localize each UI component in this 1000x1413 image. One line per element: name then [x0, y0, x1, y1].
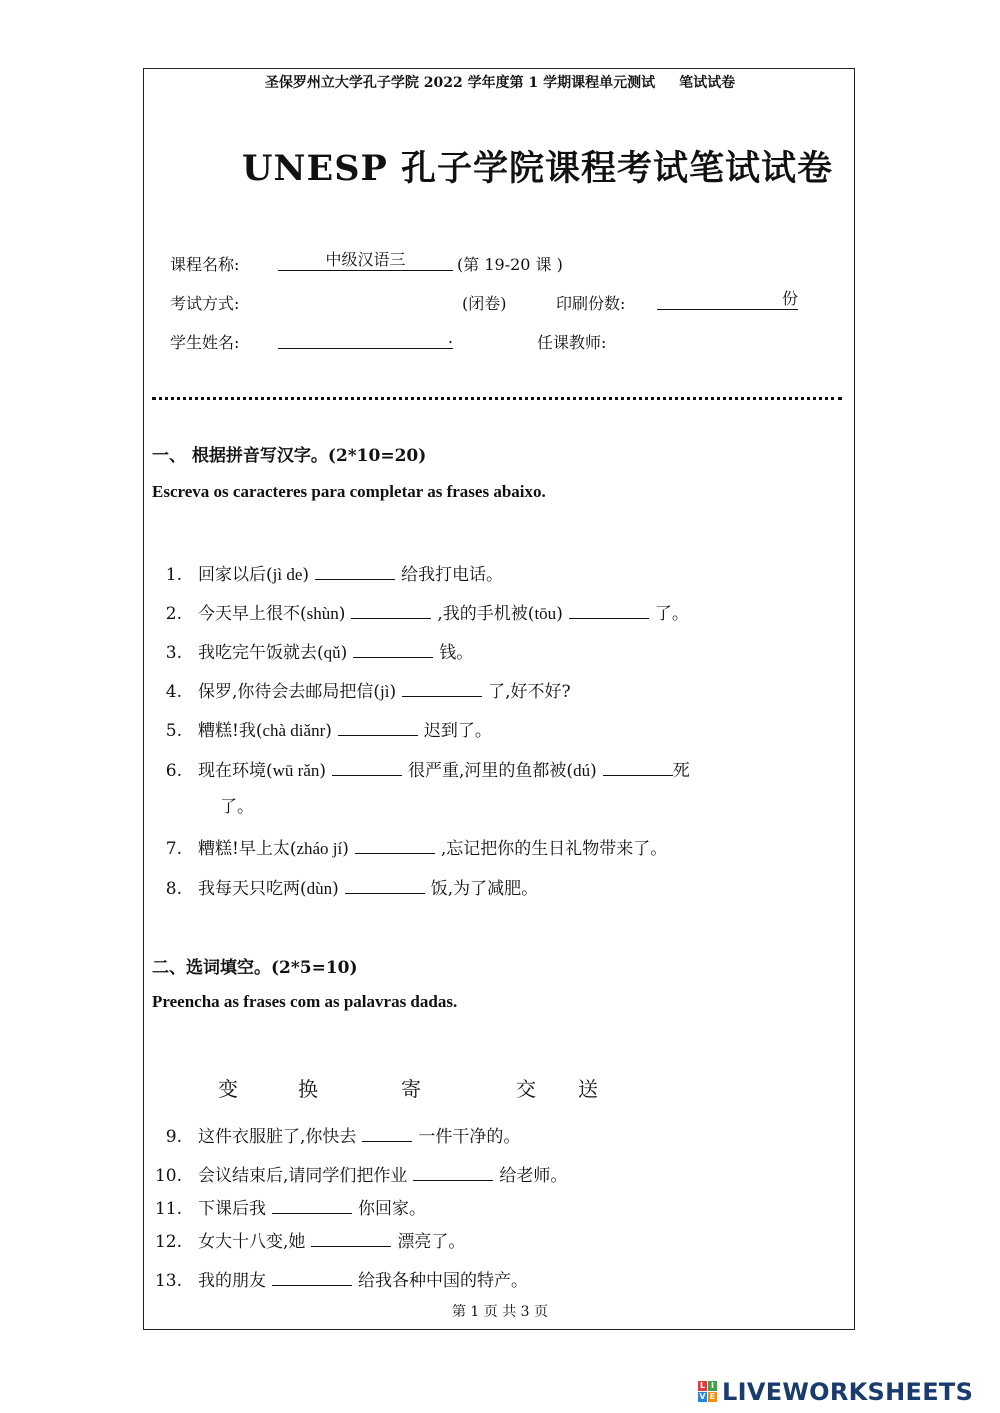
answer-blank[interactable] [332, 757, 402, 776]
answer-blank[interactable] [413, 1162, 493, 1181]
section1-subtitle: Escreva os caracteres para completar as frases abaixo. [152, 482, 546, 501]
word-bank-item: 交 [516, 1077, 536, 1101]
answer-blank[interactable] [355, 835, 435, 854]
question-number: 1. [165, 565, 182, 585]
word-bank-item: 变 [218, 1077, 238, 1101]
question-8: 8. 我每天只吃两(dùn) 饭,为了减肥。 [152, 875, 538, 900]
answer-blank[interactable] [603, 757, 673, 776]
question-number: 2. [165, 604, 182, 624]
question-number: 9. [165, 1127, 182, 1147]
student-name-field[interactable] [278, 328, 453, 349]
question-number: 6. [165, 761, 182, 781]
lessons-range: (第 19-20 课 ) [457, 255, 563, 274]
question-number: 10. [154, 1166, 182, 1186]
closed-book-label: (闭卷) [462, 294, 507, 313]
answer-blank[interactable] [351, 600, 431, 619]
course-name-field[interactable] [278, 250, 453, 271]
word-bank-item: 寄 [401, 1077, 421, 1101]
course-name-value: 中级汉语三 [278, 250, 453, 271]
liveworksheets-brand[interactable] [698, 1378, 973, 1406]
question-5: 5. 糟糕!我(chà diǎnr) 迟到了。 [152, 717, 492, 742]
answer-blank[interactable] [272, 1195, 352, 1214]
question-13: 13. 我的朋友 给我各种中国的特产。 [152, 1267, 528, 1292]
course-name-label: 课程名称: [170, 255, 240, 274]
copies-label: 印刷份数: [556, 294, 626, 313]
answer-blank[interactable] [402, 678, 482, 697]
section2-title: 二、选词填空。(2*5=10) [152, 958, 358, 978]
student-name-dot: . [278, 328, 453, 349]
question-12: 12. 女大十八变,她 漂亮了。 [152, 1228, 465, 1253]
separator-dotted [152, 397, 842, 404]
liveworksheets-logo-icon: L I V E [699, 1381, 716, 1401]
student-name-label: 学生姓名: [170, 333, 240, 352]
exam-sheet [143, 68, 855, 1330]
question-6: 6. 现在环境(wū rǎn) 很严重,河里的鱼都被(dú) 死 [152, 757, 690, 782]
question-number: 5. [165, 721, 182, 741]
answer-blank[interactable] [315, 561, 395, 580]
question-10: 10. 会议结束后,请同学们把作业 给老师。 [152, 1162, 567, 1187]
word-bank [218, 1073, 598, 1102]
page-title: UNESP 孔子学院课程考试笔试试卷 [242, 148, 833, 189]
word-bank-item: 换 [298, 1077, 318, 1101]
copies-unit: 份 [657, 289, 798, 310]
question-number: 13. [154, 1271, 182, 1291]
question-number: 12. [154, 1232, 182, 1252]
header-line [144, 72, 856, 92]
question-4: 4. 保罗,你待会去邮局把信(jì) 了,好不好? [152, 678, 571, 703]
answer-blank[interactable] [569, 600, 649, 619]
section1-title: 一、 根据拼音写汉字。(2*10=20) [152, 446, 427, 466]
question-7: 7. 糟糕!早上太(zháo jí) ,忘记把你的生日礼物带来了。 [152, 835, 667, 860]
question-2: 2. 今天早上很不(shùn) ,我的手机被(tōu) 了。 [152, 600, 689, 625]
question-number: 7. [165, 839, 182, 859]
question-3: 3. 我吃完午饭就去(qǔ) 钱。 [152, 639, 473, 664]
question-9: 9. 这件衣服脏了,你快去 一件干净的。 [152, 1123, 520, 1148]
question-11: 11. 下课后我 你回家。 [152, 1195, 426, 1220]
answer-blank[interactable] [345, 875, 425, 894]
exam-mode-label: 考试方式: [170, 294, 240, 313]
question-number: 11. [154, 1199, 182, 1219]
header-institution: 圣保罗州立大学孔子学院 2022 学年度第 1 学期课程单元测试 [264, 75, 656, 91]
brand-name: LIVEWORKSHEETS [722, 1378, 974, 1406]
header-paper-type: 笔试试卷 [679, 75, 736, 91]
word-bank-item: 送 [578, 1077, 598, 1101]
section2-subtitle: Preencha as frases com as palavras dadas. [152, 992, 458, 1011]
question-6-continued: 了。 [220, 797, 254, 817]
question-1: 1. 回家以后(jì de) 给我打电话。 [152, 561, 503, 586]
answer-blank[interactable] [311, 1228, 391, 1247]
answer-blank[interactable] [272, 1267, 352, 1286]
answer-blank[interactable] [338, 717, 418, 736]
page-footer: 第 1 页 共 3 页 [451, 1304, 549, 1320]
question-number: 8. [165, 879, 182, 899]
question-number: 3. [165, 643, 182, 663]
answer-blank[interactable] [362, 1123, 412, 1142]
answer-blank[interactable] [353, 639, 433, 658]
copies-field[interactable] [657, 289, 798, 310]
teacher-label: 任课教师: [537, 333, 607, 352]
question-number: 4. [165, 682, 182, 702]
